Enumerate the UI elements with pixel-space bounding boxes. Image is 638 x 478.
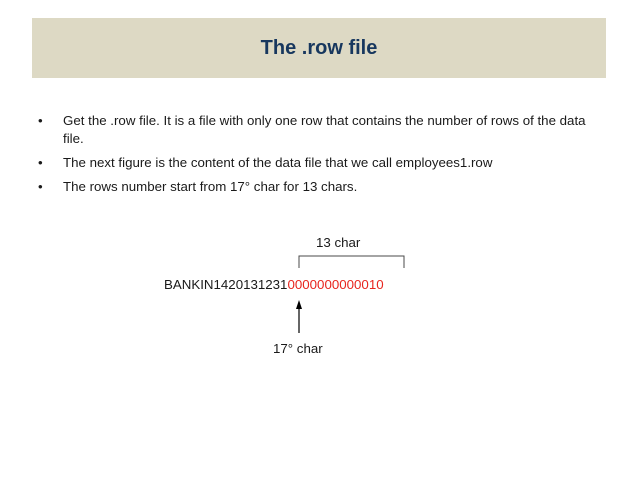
bullet-item (38, 112, 598, 148)
arrow-head-icon (296, 300, 302, 309)
bracket-label: 13 char (316, 235, 361, 250)
title-bar (32, 18, 606, 78)
bullet-icon: • (38, 179, 43, 194)
bracket-line (299, 256, 404, 268)
record-prefix: BANKIN1420131231 (164, 277, 288, 292)
record-highlight: 0000000000010 (287, 277, 384, 292)
bullet-text: The next figure is the content of the data file that we call employees1.row (63, 155, 493, 170)
bullet-list (38, 112, 598, 202)
record-line (164, 277, 384, 292)
slide-title: The .row file (260, 36, 378, 59)
bullet-icon: • (38, 113, 43, 128)
arrow-label: 17° char (273, 341, 323, 356)
bullet-item (38, 178, 598, 196)
bullet-text: The rows number start from 17° char for 13 chars. (63, 179, 358, 194)
bullet-item (38, 154, 598, 172)
bullet-icon: • (38, 155, 43, 170)
bullet-text: Get the .row file. It is a file with only one row that contains the number of rows of the data file. (63, 113, 586, 146)
